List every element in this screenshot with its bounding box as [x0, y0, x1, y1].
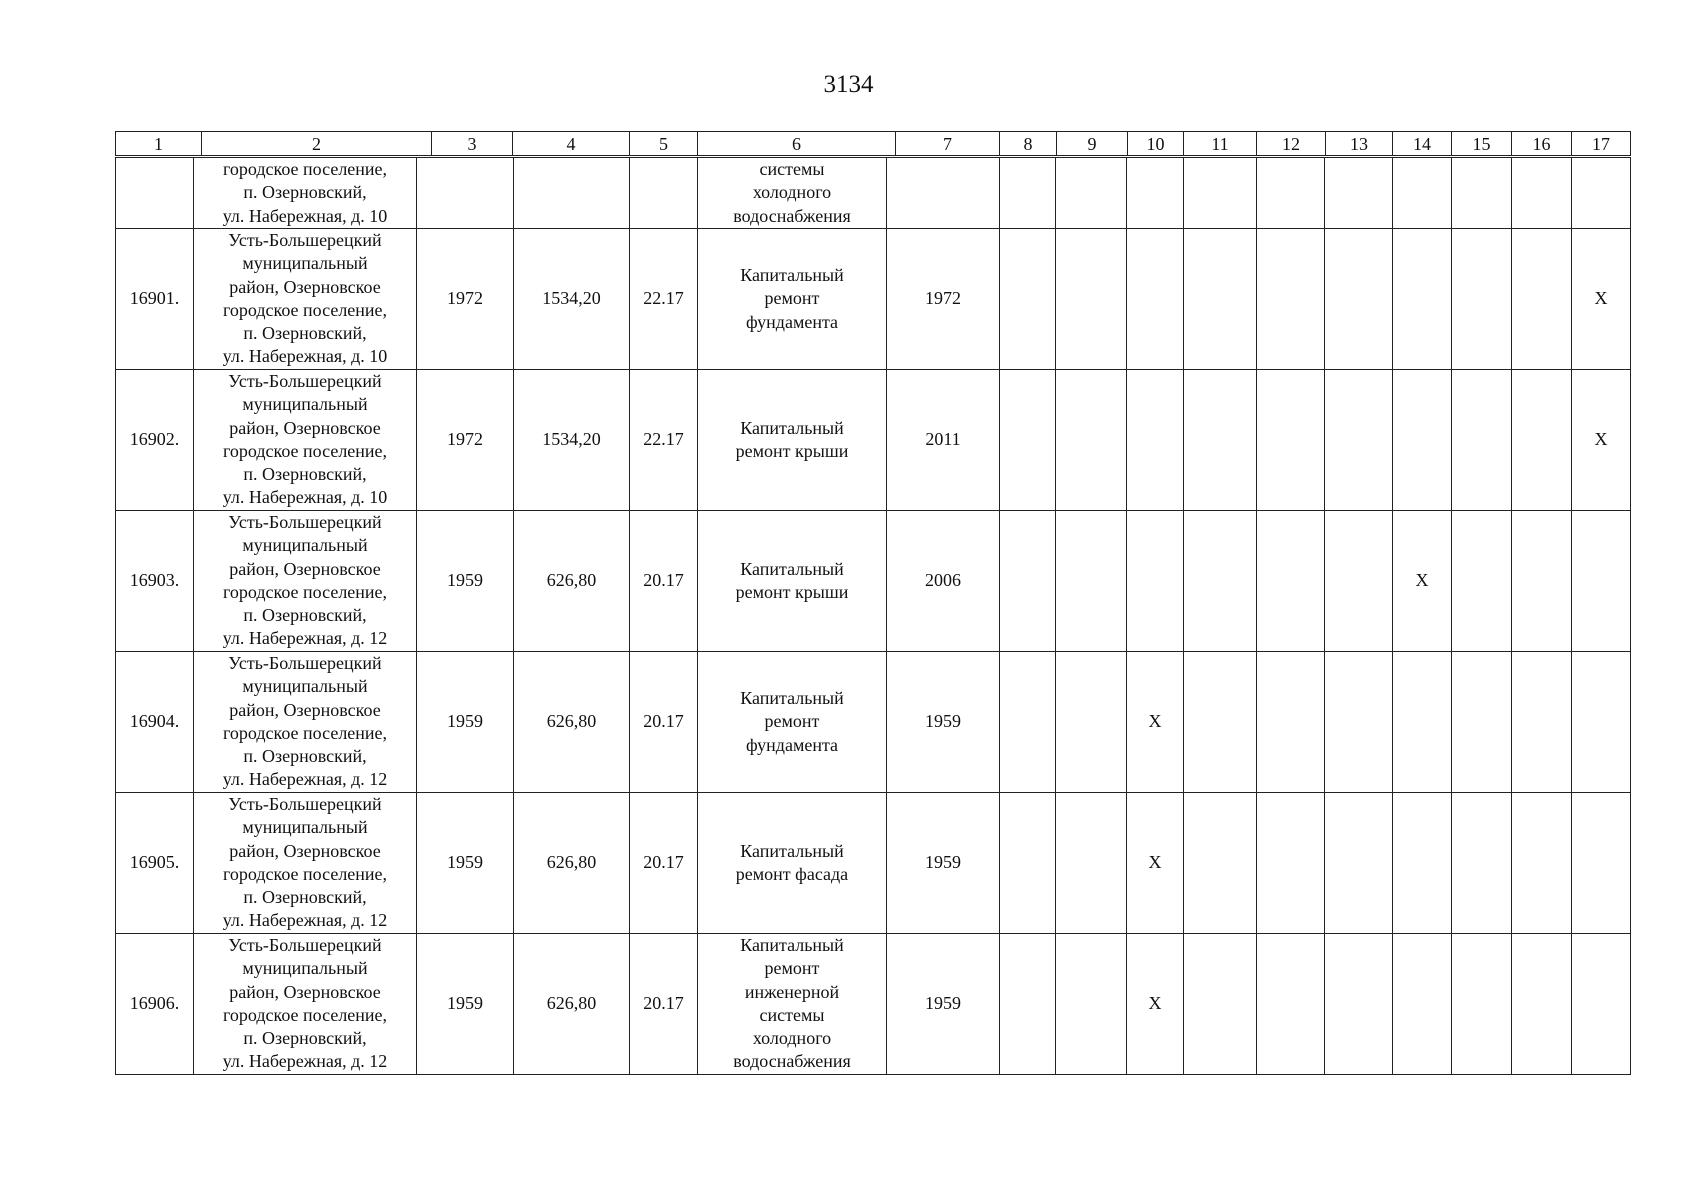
header-cell: 11: [1184, 132, 1257, 156]
work-type-cell-line: Капитальный: [740, 417, 844, 438]
schedule-mark-cell-col11: [1184, 792, 1257, 933]
schedule-mark-cell-col15: [1452, 933, 1512, 1074]
schedule-mark-cell-col9: [1056, 158, 1127, 229]
schedule-mark-cell-col9: [1056, 369, 1127, 510]
schedule-mark-cell-col11: [1184, 369, 1257, 510]
address-cell-line: муниципальный: [242, 676, 368, 697]
schedule-mark-cell-col13: [1325, 228, 1393, 369]
work-type-cell: [698, 369, 887, 510]
address-cell-line: район, Озерновское: [229, 276, 381, 297]
work-type-cell-line: холодного: [752, 1028, 832, 1049]
work-type-cell: [698, 228, 887, 369]
schedule-mark-cell-col14: [1393, 933, 1452, 1074]
schedule-mark-cell-col10: Х: [1127, 933, 1184, 1074]
header-cell: 6: [698, 132, 896, 156]
address-cell-line: Усть-Большерецкий: [228, 794, 382, 814]
schedule-mark-cell-col9: [1056, 651, 1127, 792]
build-year-cell: 1972: [417, 369, 514, 510]
address-cell: [194, 651, 417, 792]
schedule-mark-cell-col13: [1325, 651, 1393, 792]
schedule-mark-cell-col15: [1452, 158, 1512, 229]
header-cell: 15: [1452, 132, 1512, 156]
table-row: [116, 933, 1631, 1074]
schedule-mark-cell-col16: [1512, 510, 1572, 651]
header-cell: 9: [1057, 132, 1128, 156]
address-cell-line: ул. Набережная, д. 10: [222, 205, 388, 226]
address-cell-line: городское поселение,: [222, 722, 388, 743]
page-number: 3134: [823, 71, 874, 98]
work-type-cell-line: системы: [759, 159, 825, 179]
schedule-mark-cell-col11: [1184, 933, 1257, 1074]
header-cell: 5: [630, 132, 698, 156]
address-cell-line: городское поселение,: [222, 440, 388, 461]
header-cell: 13: [1326, 132, 1393, 156]
header-row: [116, 132, 1631, 156]
address-cell-line: район, Озерновское: [229, 981, 381, 1002]
work-type-cell-line: Капитальный: [740, 935, 844, 955]
address-cell-line: Усть-Большерецкий: [228, 653, 382, 673]
work-type-cell-line: Капитальный: [740, 687, 844, 708]
address-cell-line: городское поселение,: [222, 1004, 388, 1025]
address-cell-line: п. Озерновский,: [243, 182, 367, 203]
code-cell: 20.17: [630, 510, 698, 651]
address-cell-line: ул. Набережная, д. 10: [222, 346, 388, 367]
schedule-mark-cell-col16: [1512, 933, 1572, 1074]
schedule-mark-cell-col13: [1325, 933, 1393, 1074]
schedule-mark-cell-col14: [1393, 158, 1452, 229]
schedule-mark-cell-col16: [1512, 651, 1572, 792]
area-cell: 626,80: [514, 651, 630, 792]
header-cell: 10: [1128, 132, 1184, 156]
schedule-mark-cell-col15: [1452, 369, 1512, 510]
schedule-mark-cell-col14: [1393, 651, 1452, 792]
row-number-cell: [116, 158, 194, 229]
header-cell: 1: [116, 132, 202, 156]
work-type-cell-line: фундамента: [745, 311, 839, 332]
repair-schedule-table: [115, 157, 1631, 1075]
schedule-mark-cell-col14: Х: [1393, 510, 1452, 651]
header-cell: 4: [513, 132, 630, 156]
area-cell: 626,80: [514, 510, 630, 651]
schedule-mark-cell-col10: Х: [1127, 651, 1184, 792]
build-year-cell: 1959: [417, 792, 514, 933]
schedule-mark-cell-col9: [1056, 792, 1127, 933]
last-repair-year-cell: 1959: [887, 792, 1000, 933]
schedule-mark-cell-col17: Х: [1572, 369, 1631, 510]
schedule-mark-cell-col15: [1452, 510, 1512, 651]
work-type-cell-line: ремонт: [764, 711, 820, 732]
row-number-cell: 16901.: [116, 228, 194, 369]
schedule-mark-cell-col9: [1056, 228, 1127, 369]
table-row: [116, 369, 1631, 510]
schedule-mark-cell-col8: [1000, 651, 1056, 792]
address-cell-line: городское поселение,: [222, 581, 388, 602]
schedule-mark-cell-col12: [1257, 510, 1325, 651]
header-cell: 2: [202, 132, 432, 156]
work-type-cell-line: ремонт: [764, 288, 820, 309]
work-type-cell-line: ремонт крыши: [735, 440, 849, 461]
area-cell: 1534,20: [514, 228, 630, 369]
table-row: [116, 158, 1631, 229]
work-type-cell-line: водоснабжения: [733, 1051, 851, 1072]
schedule-mark-cell-col12: [1257, 933, 1325, 1074]
last-repair-year-cell: [887, 158, 1000, 229]
area-cell: 1534,20: [514, 369, 630, 510]
work-type-cell-line: холодного: [752, 182, 832, 203]
address-cell: [194, 228, 417, 369]
schedule-mark-cell-col11: [1184, 651, 1257, 792]
schedule-mark-cell-col8: [1000, 158, 1056, 229]
schedule-mark-cell-col11: [1184, 228, 1257, 369]
schedule-mark-cell-col14: [1393, 228, 1452, 369]
header-cell: 7: [896, 132, 1000, 156]
work-type-cell-line: системы: [759, 1004, 825, 1025]
code-cell: 20.17: [630, 792, 698, 933]
address-cell-line: район, Озерновское: [229, 699, 381, 720]
header-cell: 3: [432, 132, 513, 156]
schedule-mark-cell-col15: [1452, 651, 1512, 792]
schedule-mark-cell-col11: [1184, 158, 1257, 229]
address-cell-line: ул. Набережная, д. 12: [222, 910, 388, 931]
address-cell-line: п. Озерновский,: [243, 746, 367, 767]
schedule-mark-cell-col8: [1000, 510, 1056, 651]
header-cell: 8: [1000, 132, 1057, 156]
work-type-cell: [698, 158, 887, 229]
code-cell: [630, 158, 698, 229]
address-cell: [194, 510, 417, 651]
last-repair-year-cell: 1959: [887, 933, 1000, 1074]
schedule-mark-cell-col17: Х: [1572, 228, 1631, 369]
address-cell: [194, 369, 417, 510]
header-cell: 14: [1393, 132, 1452, 156]
table-row: [116, 510, 1631, 651]
schedule-mark-cell-col17: [1572, 158, 1631, 229]
work-type-cell-line: инженерной: [744, 981, 840, 1002]
schedule-mark-cell-col15: [1452, 792, 1512, 933]
work-type-cell-line: ремонт крыши: [735, 581, 849, 602]
code-cell: 20.17: [630, 933, 698, 1074]
schedule-mark-cell-col10: Х: [1127, 792, 1184, 933]
header-cell: 17: [1572, 132, 1631, 156]
schedule-mark-cell-col12: [1257, 792, 1325, 933]
row-number-cell: 16902.: [116, 369, 194, 510]
code-cell: 20.17: [630, 651, 698, 792]
work-type-cell-line: водоснабжения: [733, 205, 851, 226]
schedule-mark-cell-col10: [1127, 510, 1184, 651]
address-cell-line: район, Озерновское: [229, 417, 381, 438]
schedule-mark-cell-col16: [1512, 228, 1572, 369]
address-cell-line: п. Озерновский,: [243, 323, 367, 344]
schedule-mark-cell-col16: [1512, 792, 1572, 933]
address-cell-line: район, Озерновское: [229, 558, 381, 579]
schedule-mark-cell-col16: [1512, 369, 1572, 510]
schedule-mark-cell-col12: [1257, 651, 1325, 792]
build-year-cell: [417, 158, 514, 229]
schedule-mark-cell-col16: [1512, 158, 1572, 229]
work-type-cell: [698, 651, 887, 792]
address-cell-line: Усть-Большерецкий: [228, 935, 382, 955]
table-row: [116, 228, 1631, 369]
schedule-mark-cell-col9: [1056, 510, 1127, 651]
address-cell-line: муниципальный: [242, 394, 368, 415]
header-cell: 12: [1257, 132, 1326, 156]
address-cell-line: муниципальный: [242, 535, 368, 556]
schedule-mark-cell-col17: [1572, 651, 1631, 792]
schedule-mark-cell-col14: [1393, 792, 1452, 933]
schedule-mark-cell-col12: [1257, 228, 1325, 369]
table-row: [116, 651, 1631, 792]
area-cell: 626,80: [514, 792, 630, 933]
schedule-mark-cell-col13: [1325, 158, 1393, 229]
address-cell: [194, 792, 417, 933]
address-cell-line: муниципальный: [242, 958, 368, 979]
address-cell-line: муниципальный: [242, 253, 368, 274]
work-type-cell: [698, 510, 887, 651]
address-cell-line: городское поселение,: [222, 299, 388, 320]
schedule-mark-cell-col12: [1257, 158, 1325, 229]
schedule-mark-cell-col13: [1325, 792, 1393, 933]
build-year-cell: 1959: [417, 651, 514, 792]
code-cell: 22.17: [630, 369, 698, 510]
schedule-mark-cell-col11: [1184, 510, 1257, 651]
build-year-cell: 1959: [417, 933, 514, 1074]
address-cell-line: городское поселение,: [222, 863, 388, 884]
work-type-cell-line: фундамента: [745, 734, 839, 755]
last-repair-year-cell: 2006: [887, 510, 1000, 651]
address-cell-line: п. Озерновский,: [243, 605, 367, 626]
schedule-mark-cell-col17: [1572, 510, 1631, 651]
work-type-cell: [698, 933, 887, 1074]
header-cell: 16: [1512, 132, 1572, 156]
last-repair-year-cell: 1959: [887, 651, 1000, 792]
schedule-mark-cell-col10: [1127, 158, 1184, 229]
address-cell-line: п. Озерновский,: [243, 1028, 367, 1049]
table-row: [116, 792, 1631, 933]
schedule-mark-cell-col17: [1572, 933, 1631, 1074]
last-repair-year-cell: 1972: [887, 228, 1000, 369]
build-year-cell: 1959: [417, 510, 514, 651]
code-cell: 22.17: [630, 228, 698, 369]
address-cell-line: муниципальный: [242, 817, 368, 838]
work-type-cell-line: Капитальный: [740, 840, 844, 861]
schedule-mark-cell-col14: [1393, 369, 1452, 510]
address-cell-line: п. Озерновский,: [243, 464, 367, 485]
schedule-mark-cell-col13: [1325, 510, 1393, 651]
address-cell-line: ул. Набережная, д. 10: [222, 487, 388, 508]
area-cell: [514, 158, 630, 229]
row-number-cell: 16906.: [116, 933, 194, 1074]
schedule-mark-cell-col17: [1572, 792, 1631, 933]
address-cell-line: ул. Набережная, д. 12: [222, 769, 388, 790]
build-year-cell: 1972: [417, 228, 514, 369]
row-number-cell: 16904.: [116, 651, 194, 792]
schedule-mark-cell-col9: [1056, 933, 1127, 1074]
work-type-cell-line: Капитальный: [740, 558, 844, 579]
area-cell: 626,80: [514, 933, 630, 1074]
address-cell-line: Усть-Большерецкий: [228, 230, 382, 250]
schedule-mark-cell-col12: [1257, 369, 1325, 510]
work-type-cell-line: ремонт фасада: [735, 863, 849, 884]
address-cell: [194, 158, 417, 229]
schedule-mark-cell-col15: [1452, 228, 1512, 369]
address-cell-line: городское поселение,: [222, 159, 388, 179]
schedule-mark-cell-col13: [1325, 369, 1393, 510]
address-cell-line: Усть-Большерецкий: [228, 371, 382, 391]
row-number-cell: 16903.: [116, 510, 194, 651]
address-cell-line: ул. Набережная, д. 12: [222, 628, 388, 649]
address-cell-line: ул. Набережная, д. 12: [222, 1051, 388, 1072]
work-type-cell-line: ремонт: [764, 958, 820, 979]
schedule-mark-cell-col10: [1127, 369, 1184, 510]
address-cell-line: Усть-Большерецкий: [228, 512, 382, 532]
address-cell-line: район, Озерновское: [229, 840, 381, 861]
schedule-mark-cell-col8: [1000, 933, 1056, 1074]
work-type-cell-line: Капитальный: [740, 264, 844, 285]
work-type-cell: [698, 792, 887, 933]
table-body: [116, 158, 1631, 1075]
schedule-mark-cell-col8: [1000, 228, 1056, 369]
row-number-cell: 16905.: [116, 792, 194, 933]
address-cell-line: п. Озерновский,: [243, 887, 367, 908]
last-repair-year-cell: 2011: [887, 369, 1000, 510]
address-cell: [194, 933, 417, 1074]
column-number-header: [115, 131, 1631, 156]
schedule-mark-cell-col10: [1127, 228, 1184, 369]
schedule-mark-cell-col8: [1000, 369, 1056, 510]
schedule-mark-cell-col8: [1000, 792, 1056, 933]
